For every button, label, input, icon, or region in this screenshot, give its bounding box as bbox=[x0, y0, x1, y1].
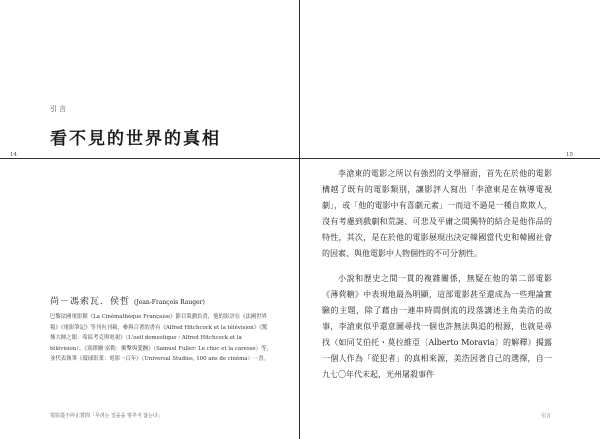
running-footer-right: 引言 bbox=[541, 413, 552, 419]
page-number-right: 15 bbox=[566, 152, 573, 158]
author-bio: 巴黎法國電影館《La Cinémathèque Française》節目策劃負責，他的影評在《法國世界報》《電影筆記》等刊有刊載，參與合著的書有《Alfred Hitchcock et la télévision》《驚悚大師之眼：希區考克與電視》（L'oeil domestique : Alfred Hitchcock et la télévision）、《塞繆爾·富勒：衝擊與愛撫》（Samuel Fuller: Le choc et la caresse）等，並代表執筆《環球影業：電影一百年》（Universal Studios, 100 ans de cinéma）一書。 bbox=[50, 314, 272, 363]
page-number-left: 14 bbox=[10, 152, 17, 158]
horizontal-rule bbox=[0, 158, 600, 159]
section-label: 引言 bbox=[50, 105, 68, 113]
running-footer-left: 電影從不停止質問「무려는 일을을 멈추지 않는다」 bbox=[50, 413, 163, 419]
book-spine bbox=[299, 0, 300, 439]
chapter-title: 看不見的世界的真相 bbox=[50, 129, 221, 149]
body-paragraph-1: 李滄東的電影之所以有強烈的文學層面，首先在於他的電影構越了既有的電影類別，讓影評人寫出「李滄東是在執導電視劇」，或「他的電影中有喜劇元素」一而這不過是一種自欺欺人，沒有考慮到戲劇和荒誕、可悲及平庸之間獨特的結合是他作品的特性，其次，是在於他的電影展現出決定韓國當代史和韓國社會的因素、與他電影中人物個性的不可分割性。 bbox=[322, 169, 552, 259]
body-paragraph-2: 小說和歷史之間一貫的複雜關係，無疑在他的第二部電影《薄荷糖》中表現地最為明顯，這部電影甚至還成為一些理論實驗的主題，除了藉由一連串時間倒流的段落講述主角美浩的故事，李滄東似乎還意圖尋找一個也許無法與追的根源，也就是尋找（如同艾伯托・莫拉維亞〔Alberto Moravia〕的解釋）揭露一個人作為「從犯者」的真相來源，美浩因著自己的選擇，自一九七〇年代末起，光州屠殺事件 bbox=[322, 273, 552, 380]
author-latin-name: (Jean-François Rauger) bbox=[134, 299, 205, 306]
author-name: 尚－馮索瓦．侯哲 bbox=[50, 297, 131, 307]
body-text bbox=[322, 166, 552, 383]
author-byline bbox=[50, 294, 205, 307]
